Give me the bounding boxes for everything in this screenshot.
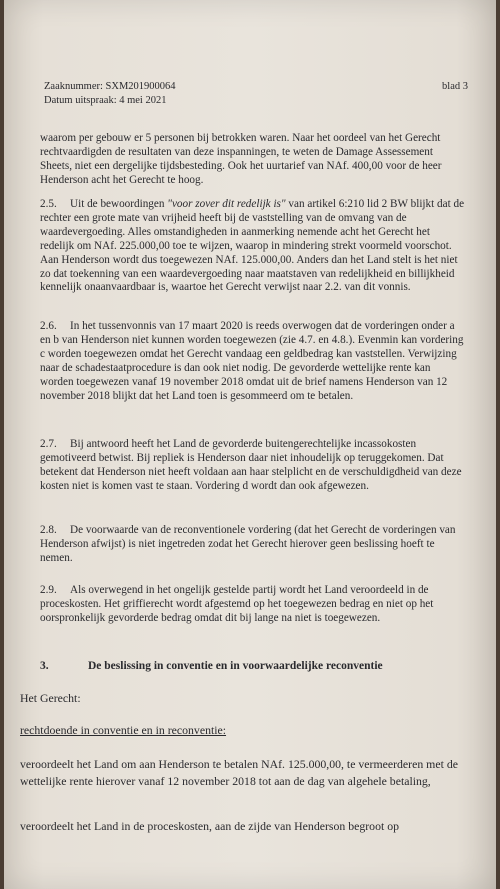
paragraph-number: 2.8. [40,524,57,536]
intro-paragraph [40,132,466,188]
paragraph-2-6 [40,320,466,403]
quoted-text: "voor zover dit redelijk is" [167,198,286,210]
paragraph-text: De voorwaarde van de reconventionele vordering (dat het Gerecht de vorderingen van Henderson afwijst) is niet ingetreden zodat het Gerecht hierover geen beslissing hoeft te nemen. [40,524,456,564]
paragraph-number: 2.6. [40,320,57,332]
paragraph-2-5 [40,198,466,295]
paragraph-number: 2.7. [40,438,57,450]
paragraph-number: 2.5. [40,198,57,210]
document-page [4,0,496,889]
case-number: Zaaknummer: SXM201900064 [44,81,176,92]
decision-2: veroordeelt het Land in de proceskosten, aan de zijde van Henderson begroot op [20,819,400,833]
paragraph-2-8 [40,524,466,566]
paragraph-2-7 [40,438,466,494]
gerecht-label: Het Gerecht: [20,691,81,705]
paragraph-text-post: van artikel 6:210 lid 2 BW blijkt dat de rechter een grote mate van vrijheid heeft bij de vaststelling van de omvang van de waardevergoeding. Alles omstandigheden in aanmerking nemende acht het Gerecht het redelijk om NAf. 225.000,00 toe te wijzen, waarop in mindering strekt voormeld voorschot. Aan Henderson wordt dus toegewezen NAf. 125.000,00. Anders dan het Land stelt is het niet zo dat toekenning van een waardevergoeding naar maatstaven van redelijkheid en billijkheid kennelijk onaanvaardbaar is, waartoe het Gerecht verwijst naar 2.2. van dit vonnis. [40,198,465,294]
judgment-date: Datum uitspraak: 4 mei 2021 [44,95,167,106]
paragraph-text: Bij antwoord heeft het Land de gevorderde buitengerechtelijke incassokosten gemotiveerd betwist. Bij repliek is Henderson daar niet inhoudelijk op teruggekomen. Dat betekent dat Henderson niet heeft voldaan aan haar stelplicht en de verschuldigdheid van deze kosten niet is komen vast te staan. Vordering d wordt dan ook afgewezen. [40,438,462,492]
section-title: De beslissing in conventie en in voorwaardelijke reconventie [88,660,383,672]
intro-text: waarom per gebouw er 5 personen bij betrokken waren. Naar het oordeel van het Gerecht rechtvaardigden de resultaten van deze inspanningen, te weten de Damage Assessement Sheets, niet een dergelijke tijdsbesteding. Ook het uurtarief van NAf. 400,00 voor de heer Henderson acht het Gerecht te hoog. [40,132,442,186]
paragraph-number: 2.9. [40,584,57,596]
section-heading [40,660,383,672]
decision-1: veroordeelt het Land om aan Henderson te betalen NAf. 125.000,00, te vermeerderen met de wettelijke rente hierover vanaf 12 november 2018 tot aan de dag van algehele betaling, [20,757,458,788]
page-number: blad 3 [442,81,468,92]
paragraph-text-pre: Uit de bewoordingen [70,198,168,210]
paragraph-text: In het tussenvonnis van 17 maart 2020 is reeds overwogen dat de vorderingen onder a en b van Henderson niet kunnen worden toegewezen (zie 4.7. en 4.8.). Evenmin kan vordering c worden toegewezen omdat het Gerecht vandaag een geldbedrag kan vaststellen. Verwijzing naar de schadestaatprocedure is dan ook niet nodig. De gevorderde wettelijke rente kan worden toegewezen vanaf 19 november 2018 omdat uit de brief namens Henderson van 12 november 2018 blijkt dat het Land toen is gesommeerd om te betalen. [40,320,464,402]
rechtdoende-label: rechtdoende in conventie en in reconventie: [20,723,227,737]
paragraph-text: Als overwegend in het ongelijk gestelde partij wordt het Land veroordeeld in de proceskosten. Het griffierecht wordt afgestemd op het toegewezen bedrag en niet op het oorspronkelijk gevorderde bedrag omdat dit bij lange na niet is toegewezen. [40,584,434,624]
section-number: 3. [40,660,49,672]
page-header [44,80,468,108]
paragraph-2-9 [40,584,466,626]
